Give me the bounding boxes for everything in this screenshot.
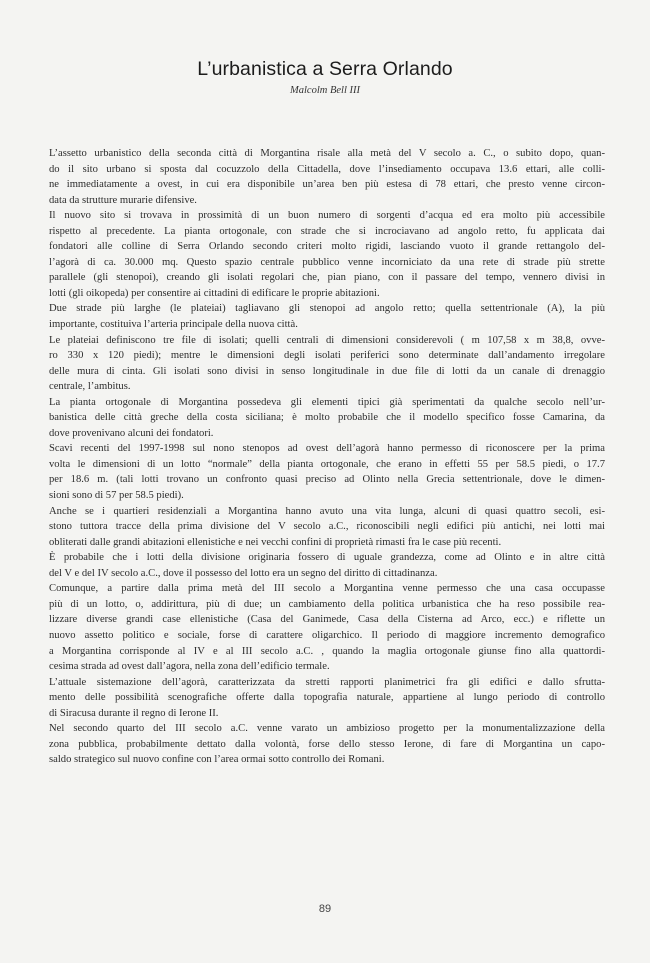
author-name: Malcolm Bell III xyxy=(290,85,360,96)
article-title: L’urbanistica a Serra Orlando xyxy=(197,58,453,80)
text-line: mento delle possibilità scenografiche offerte dalla topografia naturale, appartiene al lungo periodo di controllo xyxy=(49,692,605,704)
text-line: parallele (gli stenopoi), creando gli isolati regolari che, pian piano, con il passare del tempo, vennero divisi in xyxy=(49,272,605,284)
text-line: Comunque, a partire dalla prima metà del III secolo a Morgantina venne permesso che una casa occupasse xyxy=(49,583,605,595)
text-line: Nel secondo quarto del III secolo a.C. venne varato un ambizioso progetto per la monumentalizzazione della xyxy=(49,723,605,735)
body-paragraph xyxy=(49,333,605,395)
text-line: La pianta ortogonale di Morgantina possedeva gli elementi tipici già sperimentati da qualche secolo nell’ur- xyxy=(49,396,605,408)
text-line: Scavi recenti del 1997-1998 sul nono stenopos ad ovest dell’agorà hanno permesso di riconoscere per la prima xyxy=(49,443,605,455)
text-line: rispetto al precedente. La pianta ortogonale, con strade che si incrociavano ad angolo retto, fu applicata dai xyxy=(49,225,605,237)
text-line: dove provenivano alcuni dei fondatori. xyxy=(49,427,214,439)
text-line: L’assetto urbanistico della seconda città di Morgantina risale alla metà del V secolo a. C., o subito dopo, quan- xyxy=(49,148,605,159)
text-line: Due strade più larghe (le plateiai) tagliavano gli stenopoi ad angolo retto; quella settentrionale (A), la più xyxy=(49,303,605,315)
article-body xyxy=(49,146,605,768)
body-paragraph xyxy=(49,441,605,503)
body-paragraph xyxy=(49,208,605,301)
text-line: do il sito urbano si sposta dal cocuzzolo della Cittadella, dove l’insediamento occupava 13.6 ettari, alle colli- xyxy=(49,163,605,175)
text-line: obliterati dalle grandi abitazioni ellenistiche e nei vecchi confini di proprietà rimasti fra le case più recenti. xyxy=(49,536,502,548)
text-line: L’attuale sistemazione dell’agorà, caratterizzata da stretti rapporti planimetrici fra gli edifici e dallo sfrutta- xyxy=(49,676,605,688)
text-line: più di un lotto, o, addirittura, più di due; un cambiamento della politica urbanistica che ha reso possibile rea- xyxy=(49,598,605,610)
text-line: a Morgantina corrisponde al IV e al III secolo a.C. , quando la maglia ortogonale giunse fino alla quattordi- xyxy=(49,645,605,657)
body-paragraph xyxy=(49,581,605,674)
text-line: Le plateiai definiscono tre file di isolati; quelli centrali di dimensioni considerevoli ( m 107,58 x m 38,8, ovve- xyxy=(49,334,605,346)
text-line: cesima strada ad ovest dall’agora, nella zona dell’edificio termale. xyxy=(49,661,330,673)
text-line: Il nuovo sito si trovava in prossimità di un buon numero di sorgenti d’acqua ed era molto più accessibile xyxy=(49,210,605,222)
page-number: 89 xyxy=(318,903,332,915)
text-line: lotti (gli oikopeda) per consentire ai cittadini di edificare le proprie abitazioni. xyxy=(49,287,380,299)
text-line: nuovo assetto politico e sociale, forse di carattere oligarchico. Il periodo di maggiore incremento demografico xyxy=(49,629,605,641)
text-line: del V e del IV secolo a.C., dove il possesso del lotto era un segno del diritto di cittadinanza. xyxy=(49,567,438,579)
text-line: lizzare diverse grandi case ellenistiche (Casa del Ganimede, Casa della Cisterna ad Arco, ecc.) e riflette un xyxy=(49,614,605,626)
text-line: È probabile che i lotti della divisione originaria fossero di uguale grandezza, come ad Olinto e in altre città xyxy=(49,552,605,564)
body-paragraph xyxy=(49,504,605,551)
body-paragraph xyxy=(49,550,605,581)
text-line: di Siracusa durante il regno di Ierone II. xyxy=(49,707,219,719)
text-line: per 18.6 m. (tali lotti trovano un confronto quasi preciso ad Olinto nella Grecia settentrionale, dove le dimen- xyxy=(49,474,605,486)
text-line: importante, costituiva l’arteria principale della nuova città. xyxy=(49,319,298,331)
text-line: centrale, l’ambitus. xyxy=(49,381,131,393)
text-line: banistica delle città greche della costa siciliana; è molto probabile che il modello specifico fosse Camarina, da xyxy=(49,412,605,424)
body-paragraph xyxy=(49,146,605,208)
text-line: ro 330 x 120 piedi); mentre le dimensioni degli isolati periferici sono determinate dall’andamento irregolare xyxy=(49,350,605,362)
text-line: data da strutture murarie difensive. xyxy=(49,194,197,206)
body-paragraph xyxy=(49,675,605,722)
text-line: ne immediatamente a ovest, in cui era disponibile un’area ben più estesa di 78 ettari, che presto venne circon- xyxy=(49,179,605,191)
text-line: saldo strategico sul nuovo confine con l’area ormai sotto controllo dei Romani. xyxy=(49,754,385,766)
text-line: Anche se i quartieri residenziali a Morgantina hanno avuto una vita lunga, alcuni di quasi quattro secoli, esi- xyxy=(49,505,605,517)
text-line: volta le dimensioni di un lotto “normale” della pianta ortogonale, che erano in effetti 55 per 58.5 piedi, o 17.7 xyxy=(49,458,605,470)
text-line: stono tuttora tracce della prima divisione del V secolo a.C., riconoscibili negli edifici più antichi, nei lotti mai xyxy=(49,521,605,533)
text-line: fondatori alle colline di Serra Orlando secondo criteri molto rigidi, lasciando vuoto il grande rettangolo del- xyxy=(49,241,605,253)
text-line: sioni sono di 57 per 58.5 piedi). xyxy=(49,490,184,502)
body-paragraph xyxy=(49,395,605,442)
text-line: delle mura di cinta. Gli isolati sono divisi in senso longitudinale in due file di lotti da un canale di drenaggio xyxy=(49,365,605,377)
text-line: zona pubblica, probabilmente dettato dalla volontà, forse dello stesso Ierone, di fare di Morgantina un capo- xyxy=(49,738,605,750)
body-paragraph xyxy=(49,301,605,332)
text-line: l’agorà di ca. 30.000 mq. Questo spazio centrale pubblico venne incorniciato da una rete di strade più strette xyxy=(49,256,605,268)
body-paragraph xyxy=(49,721,605,768)
